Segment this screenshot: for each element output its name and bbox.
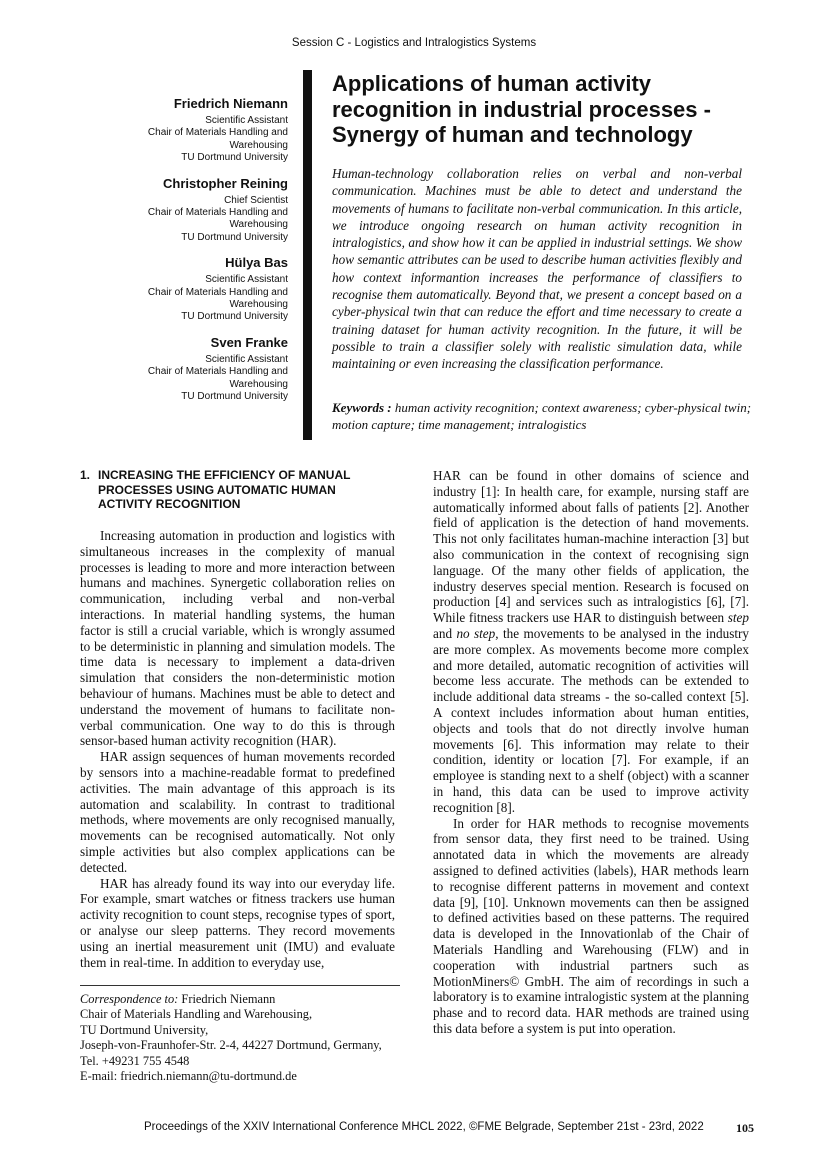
- author-affiliation-line: TU Dortmund University: [181, 391, 288, 403]
- author-affiliation-line: Warehousing: [229, 219, 288, 231]
- author-affiliation-line: Scientific Assistant: [205, 115, 288, 126]
- author-affiliation-line: Chief Scientist: [224, 194, 288, 206]
- left-column-body: [80, 528, 395, 970]
- author-affiliation-line: Chair of Materials Handling and: [147, 207, 288, 219]
- page-number: 105: [736, 1121, 754, 1135]
- author-name: Christopher Reining: [163, 175, 288, 191]
- section-number: 1.: [80, 468, 91, 482]
- correspondence-block: [80, 985, 400, 1084]
- footer-text: Proceedings of the XXIV International Conference MHCL 2022, ©FME Belgrade, September 21st - 23rd, 2022: [144, 1121, 704, 1133]
- paragraph-text: and: [433, 625, 457, 641]
- author-affiliation-line: Warehousing: [229, 378, 288, 390]
- paragraph-text: HAR can be found in other domains of science and industry [1]: In health care, for example, nursing staff are automatically informed about falls of patients [2]. Another field of application is the detection of hand movements. This not only facilitates human-machine interaction [3] but also communication in the context of recognising sign language. Of the many other fields of application, the industry deserves special mention. Research is focused on production [4] and services such as intralogistics [6], [7]. While fitness trackers use HAR to distinguish between: [433, 468, 749, 626]
- paper-title: Applications of human activity recognition in industrial processes - Synergy of human and technology: [332, 71, 711, 147]
- title-accent-bar: [303, 70, 312, 440]
- author-affiliation-line: Scientific Assistant: [205, 274, 288, 286]
- emphasis-step: step: [727, 610, 749, 626]
- author-name: Sven Franke: [210, 334, 288, 350]
- body-paragraph: Increasing automation in production and logistics with simultaneous increases in the complexity of manual processes is leading to more and more interaction between humans and machines. Synergetic collaboration relies on communication, including verbal and non-verbal interactions. In material handling systems, the human factor is still a crucial variable, which is wrongly assumed to be deterministic in planning and simulation models. The time data is necessary to implement a data-driven simulation that considers the non-deterministic motion behaviour of humans. Machines must be able to detect and understand the movement of humans to facilitate non-verbal communication. One way to do this is through sensor-based human activity recognition (HAR).: [80, 528, 395, 749]
- author-block: [120, 175, 288, 245]
- author-block: [120, 95, 288, 165]
- correspondence-line: Chair of Materials Handling and Warehousing,: [80, 1007, 313, 1022]
- body-paragraph: [433, 468, 749, 816]
- paragraph-text: , the movements to be analysed in the industry are more complex. As movements become more complex and more detailed, automatic recognition of activities will become less accurate. The methods can be extended to include additional data streams - the so-called context [5]. A context includes information about human entities, objects and tools that do not directly involve human movements [6]. This information may relate to their condition, identity or location [7]. For example, if an employee is standing next to a shelf (object) with a scanner in hand, this data can be used to improve activity recognition [8].: [433, 625, 749, 815]
- author-block: [120, 254, 288, 324]
- keywords: [332, 399, 752, 434]
- author-list: [120, 95, 288, 414]
- author-name: Friedrich Niemann: [173, 96, 288, 111]
- author-block: [120, 334, 288, 404]
- correspondence-email: E-mail: friedrich.niemann@tu-dortmund.de: [80, 1069, 297, 1084]
- section-heading: [80, 468, 390, 512]
- correspondence-name: Friedrich Niemann: [181, 992, 276, 1006]
- abstract: Human-technology collaboration relies on verbal and non-verbal communication. Machines must be able to detect and understand the movements of humans to facilitate non-verbal communication. In this article, we introduce ongoing research on human activity recognition in intralogistics, and show how it can be applied in industrial settings. We show how semantic attributes can be used to describe human activities flexibly and how context informantion increases the performance of classifiers to recognise them automatically. Beyond that, we present a concept based on a cyber-physical twin that can reduce the effort and time necessary to create a training dataset for human activity recognition. In the future, it will be possible to train a classifier solely with realistic simulation data, while maintaining or even increasing the classification performance.: [332, 166, 742, 372]
- body-paragraph: HAR has already found its way into our everyday life. For example, smart watches or fitness trackers use human activity recognition to count steps, recognise types of sport, or analyse our sleep patterns. They record movements using an inertial measurement unit (IMU) and evaluate them in real-time. In addition to everyday use,: [80, 875, 395, 970]
- author-affiliation-line: TU Dortmund University: [181, 231, 288, 243]
- author-affiliation-line: TU Dortmund University: [181, 311, 288, 323]
- keywords-label: Keywords :: [332, 400, 392, 415]
- running-head: Session C - Logistics and Intralogistics Systems: [291, 37, 537, 49]
- section-title: INCREASING THE EFFICIENCY OF MANUAL PROCESSES USING AUTOMATIC HUMAN ACTIVITY RECOGNITION: [98, 468, 351, 511]
- correspondence-line: Joseph-von-Fraunhofer-Str. 2-4, 44227 Dortmund, Germany,: [80, 1038, 382, 1053]
- correspondence-label: Correspondence to:: [80, 992, 179, 1006]
- author-affiliation-line: TU Dortmund University: [181, 152, 288, 164]
- right-column-body: [433, 468, 749, 1037]
- emphasis-no-step: no step: [456, 625, 496, 641]
- author-name: Hülya Bas: [225, 255, 288, 271]
- keywords-text: human activity recognition; context awareness; cyber-physical twin; motion capture; time management; intralogistics: [332, 400, 752, 433]
- author-affiliation-line: Chair of Materials Handling and: [147, 366, 288, 378]
- author-affiliation-line: Chair of Materials Handling and: [147, 127, 288, 139]
- body-paragraph: HAR assign sequences of human movements recorded by sensors into a machine-readable format to predefined activities. The main advantage of this approach is its automation and scalability. In contrast to traditional methods, where movements are only recognised manually, movements can be recognised automatically. Not only simple activities but also complex applications can be detected.: [80, 749, 395, 875]
- author-affiliation-line: Warehousing: [229, 299, 288, 311]
- author-affiliation-line: Scientific Assistant: [205, 353, 288, 365]
- correspondence-line: Tel. +49231 755 4548: [80, 1053, 190, 1068]
- author-affiliation-line: Warehousing: [229, 139, 288, 151]
- body-paragraph: In order for HAR methods to recognise movements from sensor data, they first need to be trained. Using annotated data in which the movements are already assigned to defined activities (labels), HAR methods learn to recognise different patterns in movement and context data [9], [10]. Unknown movements can then be assigned to defined activities based on these patterns. The required data is developed in the Innovationlab of the Chair of Materials Handling and Warehousing (FLW) and in cooperation with industrial partners such as MotionMiners© GmbH. The aim of recordings in such a laboratory is to examine intralogistic system at the planning phase and to record data. HAR methods are trained using this data before a system is put into operation.: [433, 815, 749, 1036]
- author-affiliation-line: Chair of Materials Handling and: [147, 286, 288, 298]
- correspondence-line: TU Dortmund University,: [80, 1022, 209, 1037]
